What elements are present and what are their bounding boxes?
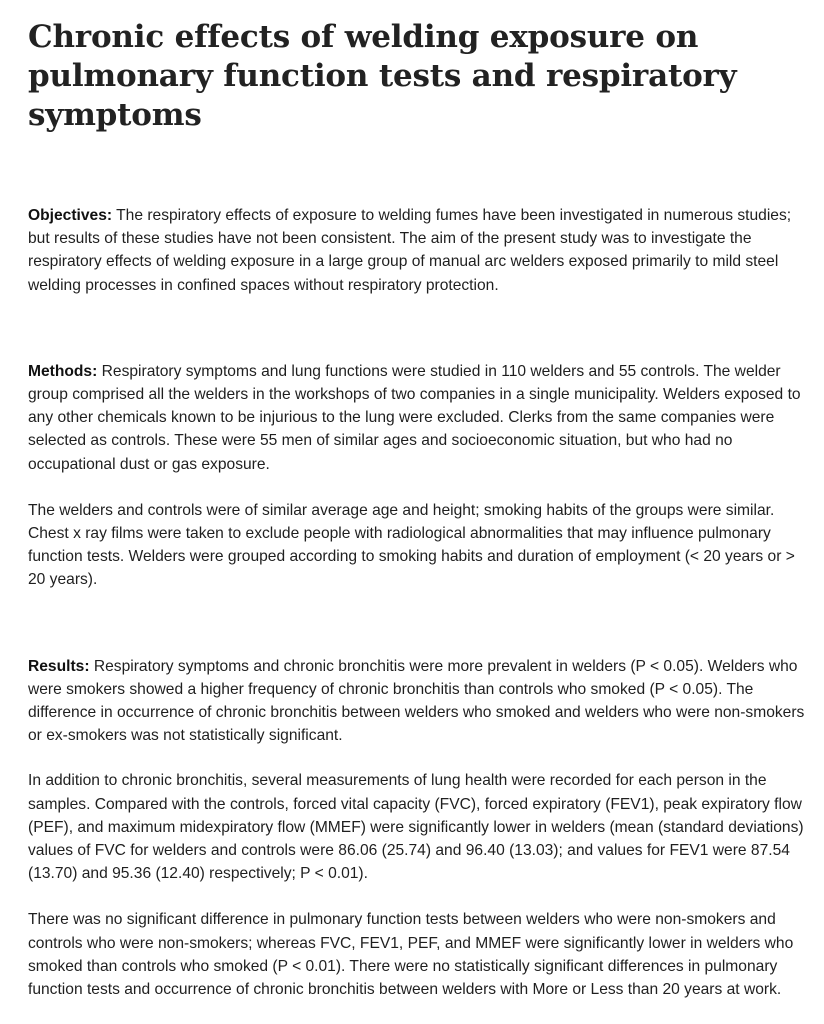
article	[28, 18, 808, 1001]
article-title: Chronic effects of welding exposure on pulmonary function tests and respiratory symptoms	[28, 19, 737, 133]
results-paragraph-2: In addition to chronic bronchitis, several measurements of lung health were recorded for each person in the samples. Compared with the controls, forced vital capacity (FVC), forced expiratory (FEV1), peak expiratory flow (PEF), and maximum midexpiratory flow (MMEF) were significantly lower in welders (mean (standard deviations) values of FVC for welders and controls were 86.06 (25.74) and 96.40 (13.03); and values for FEV1 were 87.54 (13.70) and 95.36 (12.40) respectively; P < 0.01).	[28, 772, 804, 883]
results-paragraph-3: There was no significant difference in pulmonary function tests between welders who were non-smokers and controls who were non-smokers; whereas FVC, FEV1, PEF, and MMEF were significantly lower in welders who smoked than controls who smoked (P < 0.01). There were no statistically significant differences in pulmonary function tests and occurrence of chronic bronchitis between welders with More or Less than 20 years at work.	[28, 911, 794, 999]
objectives-label: Objectives:	[28, 207, 113, 224]
methods-paragraph-2: The welders and controls were of similar average age and height; smoking habits of the groups were similar. Chest x ray films were taken to exclude people with radiological abnormalities that may influence pulmonary function tests. Welders were grouped according to smoking habits and duration of employment (< 20 years or > 20 years).	[28, 501, 795, 589]
results-paragraph	[28, 655, 808, 748]
objectives-text: The respiratory effects of exposure to welding fumes have been investigated in numerous studies; but results of these studies have not been consistent. The aim of the present study was to investigate the respiratory effects of welding exposure in a large group of manual arc welders exposed primarily to mild steel welding processes in confined spaces without respiratory protection.	[28, 207, 792, 294]
results-text: Respiratory symptoms and chronic bronchitis were more prevalent in welders (P < 0.05). Welders who were smokers showed a higher frequency of chronic bronchitis than controls who smoked (P < 0.05). The difference in occurrence of chronic bronchitis between welders who smoked and welders who were non-smokers or ex-smokers was not statistically significant.	[28, 657, 805, 745]
objectives-paragraph	[28, 204, 808, 297]
methods-label: Methods:	[28, 362, 98, 380]
methods-text: Respiratory symptoms and lung functions were studied in 110 welders and 55 controls. The welder group comprised all the welders in the workshops of two companies in a single municipality. Welders exposed to any other chemicals known to be injurious to the lung were excluded. Clerks from the same companies were selected as controls. These were 55 men of similar ages and socioeconomic situation, but who had no occupational dust or gas exposure.	[28, 362, 801, 473]
results-label: Results:	[28, 657, 90, 675]
methods-paragraph	[28, 360, 808, 476]
